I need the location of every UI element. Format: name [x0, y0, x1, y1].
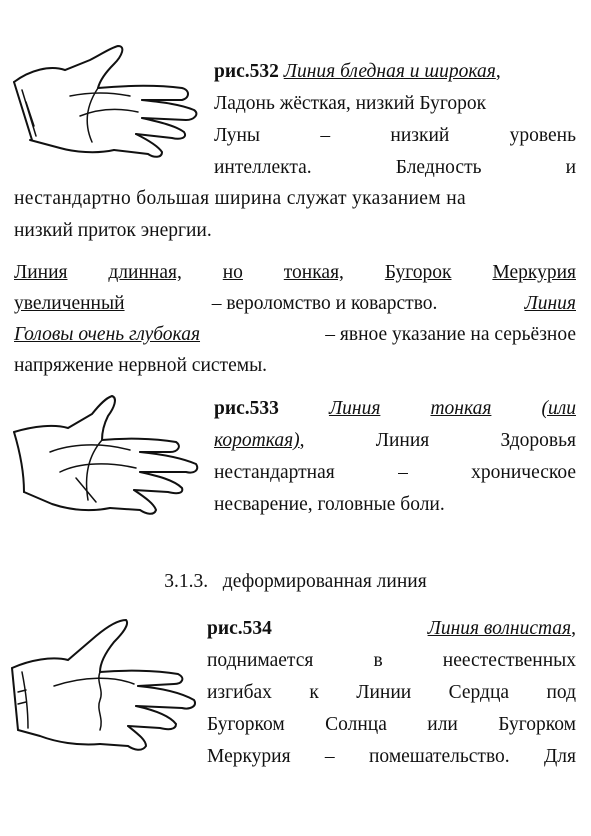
text-line: изгибах к Линии Сердца под — [207, 682, 576, 703]
text-line: Ладонь жёсткая, низкий Бугорок — [214, 93, 487, 114]
text-line: короткая), Линия Здоровья — [214, 430, 576, 451]
text-line: нестандартно большая ширина служат указанием на — [14, 188, 467, 209]
hand-illustration-533 — [10, 392, 205, 527]
text-line: Бугорком Солнца или Бугорком — [207, 714, 576, 735]
text-line: нестандартная – хроническое — [214, 462, 576, 483]
text-line: Головы очень глубокая – явное указание на серьёзное — [14, 324, 576, 345]
figure-label-532: рис.532 — [214, 61, 279, 82]
text-line: поднимается в неестественных — [207, 650, 576, 671]
figure-label-534: рис.534 — [207, 618, 272, 639]
figure-label-533: рис.533 — [214, 398, 279, 419]
text-line: рис.533 Линия тонкая (или — [214, 398, 576, 419]
hand-illustration-534 — [4, 612, 204, 762]
figure-title-532: Линия бледная и широкая — [283, 61, 496, 82]
text-line: Линия длинная, но тонкая, Бугорок Меркурия — [14, 262, 576, 283]
text-line: Меркурия – помешательство. Для — [207, 746, 576, 767]
text-line: низкий приток энергии. — [14, 220, 212, 241]
text-line: интеллекта. Бледность и — [214, 157, 576, 178]
text-line: увеличенный – вероломство и коварство. Линия — [14, 293, 576, 314]
text-line: несварение, головные боли. — [214, 494, 445, 515]
text-line: Луны – низкий уровень — [214, 125, 576, 146]
hand-illustration-532 — [10, 40, 205, 170]
text-line: рис.534 Линия волнистая, — [207, 618, 576, 639]
text-line: напряжение нервной системы. — [14, 355, 268, 376]
section-heading: 3.1.3. деформированная линия — [164, 571, 427, 592]
